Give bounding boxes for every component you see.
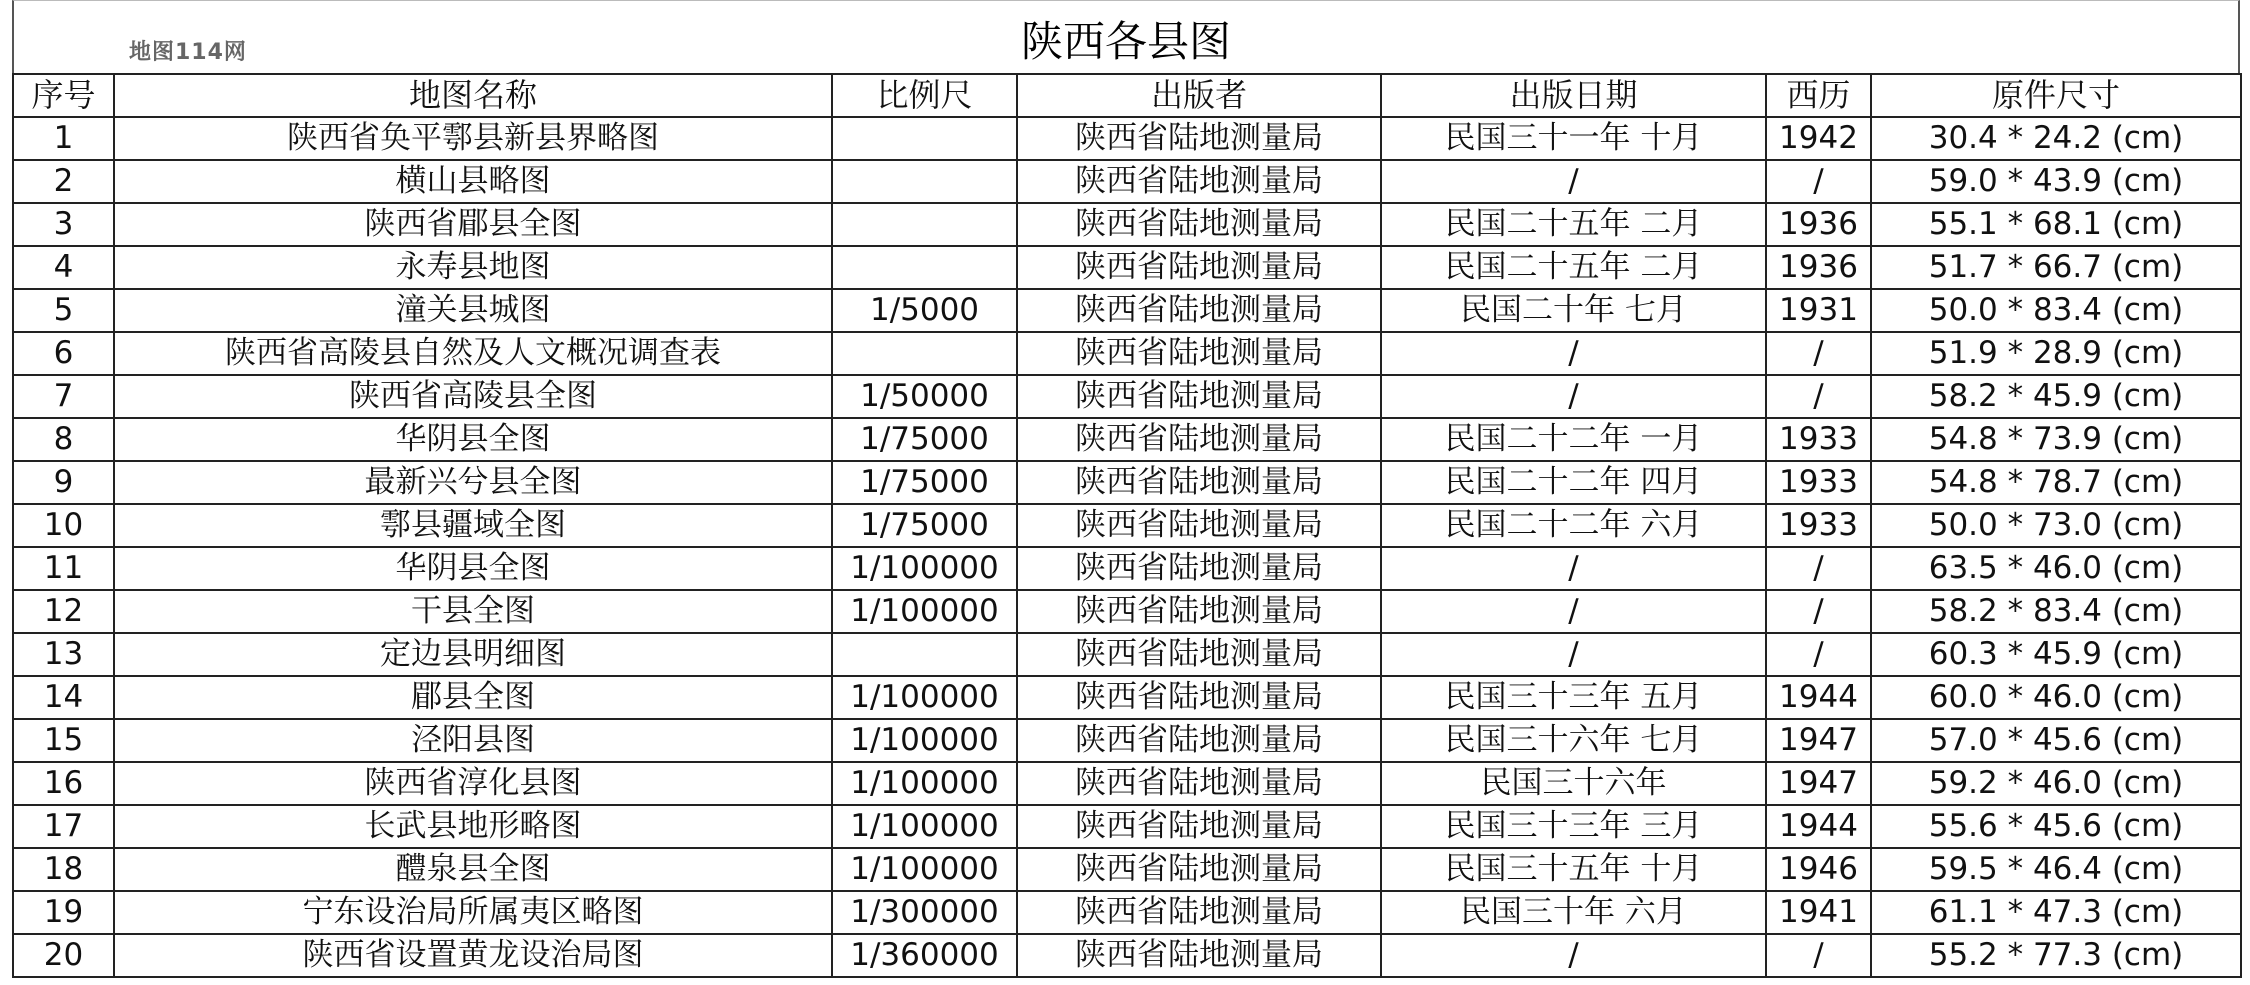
cell-number: 12	[13, 590, 114, 633]
cell-original-size: 54.8 * 73.9 (cm)	[1871, 418, 2241, 461]
cell-publish-date: 民国二十二年 六月	[1381, 504, 1766, 547]
map-catalog-table	[12, 73, 2242, 978]
cell-western-year: /	[1766, 375, 1871, 418]
cell-publisher: 陕西省陆地测量局	[1017, 332, 1381, 375]
cell-original-size: 50.0 * 73.0 (cm)	[1871, 504, 2241, 547]
cell-original-size: 58.2 * 45.9 (cm)	[1871, 375, 2241, 418]
cell-western-year: /	[1766, 332, 1871, 375]
cell-publisher: 陕西省陆地测量局	[1017, 891, 1381, 934]
table-row	[13, 160, 2241, 203]
header-original-size: 原件尺寸	[1871, 74, 2241, 117]
cell-western-year: 1944	[1766, 676, 1871, 719]
table-row	[13, 848, 2241, 891]
cell-original-size: 51.9 * 28.9 (cm)	[1871, 332, 2241, 375]
table-row	[13, 676, 2241, 719]
cell-publish-date: /	[1381, 375, 1766, 418]
cell-publish-date: 民国二十五年 二月	[1381, 246, 1766, 289]
header-western-year: 西历	[1766, 74, 1871, 117]
cell-western-year: 1931	[1766, 289, 1871, 332]
table-row	[13, 805, 2241, 848]
cell-western-year: 1933	[1766, 504, 1871, 547]
cell-publisher: 陕西省陆地测量局	[1017, 805, 1381, 848]
cell-publisher: 陕西省陆地测量局	[1017, 203, 1381, 246]
cell-publish-date: /	[1381, 633, 1766, 676]
cell-original-size: 51.7 * 66.7 (cm)	[1871, 246, 2241, 289]
cell-publisher: 陕西省陆地测量局	[1017, 461, 1381, 504]
cell-map-name: 定边县明细图	[114, 633, 832, 676]
cell-map-name: 华阴县全图	[114, 418, 832, 461]
cell-western-year: 1947	[1766, 719, 1871, 762]
cell-publish-date: 民国三十一年 十月	[1381, 117, 1766, 160]
cell-publisher: 陕西省陆地测量局	[1017, 504, 1381, 547]
table-row	[13, 590, 2241, 633]
cell-scale: 1/100000	[832, 805, 1017, 848]
cell-map-name: 陕西省淳化县图	[114, 762, 832, 805]
cell-scale	[832, 246, 1017, 289]
cell-number: 17	[13, 805, 114, 848]
cell-number: 13	[13, 633, 114, 676]
cell-scale: 1/5000	[832, 289, 1017, 332]
cell-publisher: 陕西省陆地测量局	[1017, 633, 1381, 676]
cell-number: 5	[13, 289, 114, 332]
cell-number: 19	[13, 891, 114, 934]
cell-number: 11	[13, 547, 114, 590]
cell-western-year: /	[1766, 590, 1871, 633]
cell-map-name: 最新兴兮县全图	[114, 461, 832, 504]
cell-scale: 1/75000	[832, 504, 1017, 547]
table-row	[13, 461, 2241, 504]
header-publisher: 出版者	[1017, 74, 1381, 117]
cell-map-name: 泾阳县图	[114, 719, 832, 762]
cell-map-name: 永寿县地图	[114, 246, 832, 289]
cell-map-name: 华阴县全图	[114, 547, 832, 590]
cell-original-size: 58.2 * 83.4 (cm)	[1871, 590, 2241, 633]
cell-original-size: 50.0 * 83.4 (cm)	[1871, 289, 2241, 332]
header-number: 序号	[13, 74, 114, 117]
cell-publisher: 陕西省陆地测量局	[1017, 762, 1381, 805]
cell-scale: 1/75000	[832, 418, 1017, 461]
cell-original-size: 55.1 * 68.1 (cm)	[1871, 203, 2241, 246]
cell-scale: 1/75000	[832, 461, 1017, 504]
cell-map-name: 横山县略图	[114, 160, 832, 203]
table-row	[13, 246, 2241, 289]
cell-publisher: 陕西省陆地测量局	[1017, 848, 1381, 891]
cell-scale: 1/100000	[832, 762, 1017, 805]
cell-original-size: 59.5 * 46.4 (cm)	[1871, 848, 2241, 891]
cell-publish-date: /	[1381, 160, 1766, 203]
cell-scale	[832, 160, 1017, 203]
cell-map-name: 陕西省高陵县自然及人文概况调查表	[114, 332, 832, 375]
cell-western-year: 1946	[1766, 848, 1871, 891]
cell-number: 10	[13, 504, 114, 547]
cell-number: 2	[13, 160, 114, 203]
cell-original-size: 61.1 * 47.3 (cm)	[1871, 891, 2241, 934]
cell-publish-date: 民国三十年 六月	[1381, 891, 1766, 934]
cell-publisher: 陕西省陆地测量局	[1017, 676, 1381, 719]
cell-publisher: 陕西省陆地测量局	[1017, 117, 1381, 160]
cell-number: 8	[13, 418, 114, 461]
cell-publish-date: 民国二十二年 一月	[1381, 418, 1766, 461]
cell-publisher: 陕西省陆地测量局	[1017, 160, 1381, 203]
site-watermark: 地图114网	[129, 40, 247, 65]
cell-map-name: 潼关县城图	[114, 289, 832, 332]
cell-original-size: 59.2 * 46.0 (cm)	[1871, 762, 2241, 805]
cell-publish-date: 民国二十五年 二月	[1381, 203, 1766, 246]
cell-publish-date: 民国三十五年 十月	[1381, 848, 1766, 891]
cell-map-name: 宁东设治局所属夷区略图	[114, 891, 832, 934]
page-title: 陕西各县图	[1020, 17, 1231, 66]
cell-publisher: 陕西省陆地测量局	[1017, 375, 1381, 418]
table-row	[13, 891, 2241, 934]
cell-number: 14	[13, 676, 114, 719]
document-sheet	[12, 0, 2240, 985]
cell-western-year: 1936	[1766, 203, 1871, 246]
cell-scale	[832, 332, 1017, 375]
cell-original-size: 55.6 * 45.6 (cm)	[1871, 805, 2241, 848]
cell-number: 15	[13, 719, 114, 762]
table-row	[13, 375, 2241, 418]
cell-western-year: /	[1766, 547, 1871, 590]
cell-number: 6	[13, 332, 114, 375]
cell-publish-date: /	[1381, 332, 1766, 375]
cell-scale: 1/100000	[832, 719, 1017, 762]
cell-map-name: 郿县全图	[114, 676, 832, 719]
cell-publish-date: 民国三十三年 三月	[1381, 805, 1766, 848]
cell-original-size: 59.0 * 43.9 (cm)	[1871, 160, 2241, 203]
table-row	[13, 762, 2241, 805]
cell-scale: 1/360000	[832, 934, 1017, 977]
table-row	[13, 719, 2241, 762]
cell-publisher: 陕西省陆地测量局	[1017, 547, 1381, 590]
table-row	[13, 633, 2241, 676]
cell-western-year: /	[1766, 934, 1871, 977]
header-scale: 比例尺	[832, 74, 1017, 117]
cell-number: 3	[13, 203, 114, 246]
cell-western-year: 1933	[1766, 418, 1871, 461]
cell-map-name: 陕西省设置黄龙设治局图	[114, 934, 832, 977]
cell-map-name: 醴泉县全图	[114, 848, 832, 891]
cell-number: 18	[13, 848, 114, 891]
table-row	[13, 289, 2241, 332]
cell-publish-date: 民国二十二年 四月	[1381, 461, 1766, 504]
cell-western-year: 1944	[1766, 805, 1871, 848]
cell-publish-date: 民国三十六年 七月	[1381, 719, 1766, 762]
cell-publish-date: /	[1381, 934, 1766, 977]
cell-scale: 1/100000	[832, 676, 1017, 719]
cell-western-year: /	[1766, 633, 1871, 676]
cell-scale	[832, 633, 1017, 676]
cell-number: 9	[13, 461, 114, 504]
title-row	[12, 0, 2240, 73]
cell-publisher: 陕西省陆地测量局	[1017, 289, 1381, 332]
cell-scale: 1/100000	[832, 547, 1017, 590]
cell-original-size: 60.3 * 45.9 (cm)	[1871, 633, 2241, 676]
cell-scale: 1/100000	[832, 590, 1017, 633]
cell-original-size: 63.5 * 46.0 (cm)	[1871, 547, 2241, 590]
cell-publish-date: /	[1381, 590, 1766, 633]
cell-scale	[832, 117, 1017, 160]
cell-number: 20	[13, 934, 114, 977]
cell-map-name: 陕西省郿县全图	[114, 203, 832, 246]
cell-scale	[832, 203, 1017, 246]
cell-map-name: 长武县地形略图	[114, 805, 832, 848]
cell-scale: 1/50000	[832, 375, 1017, 418]
cell-number: 16	[13, 762, 114, 805]
cell-scale: 1/100000	[832, 848, 1017, 891]
cell-publisher: 陕西省陆地测量局	[1017, 418, 1381, 461]
cell-western-year: 1933	[1766, 461, 1871, 504]
cell-original-size: 54.8 * 78.7 (cm)	[1871, 461, 2241, 504]
cell-publish-date: 民国三十六年	[1381, 762, 1766, 805]
cell-western-year: 1942	[1766, 117, 1871, 160]
header-publish-date: 出版日期	[1381, 74, 1766, 117]
header-map-name: 地图名称	[114, 74, 832, 117]
cell-map-name: 陕西省高陵县全图	[114, 375, 832, 418]
cell-original-size: 30.4 * 24.2 (cm)	[1871, 117, 2241, 160]
cell-map-name: 陕西省奂平鄠县新县界略图	[114, 117, 832, 160]
table-row	[13, 418, 2241, 461]
cell-western-year: 1947	[1766, 762, 1871, 805]
cell-original-size: 55.2 * 77.3 (cm)	[1871, 934, 2241, 977]
cell-publish-date: 民国三十三年 五月	[1381, 676, 1766, 719]
table-row	[13, 504, 2241, 547]
table-body	[13, 117, 2241, 977]
cell-western-year: 1936	[1766, 246, 1871, 289]
cell-publisher: 陕西省陆地测量局	[1017, 246, 1381, 289]
cell-original-size: 60.0 * 46.0 (cm)	[1871, 676, 2241, 719]
table-row	[13, 934, 2241, 977]
cell-publisher: 陕西省陆地测量局	[1017, 590, 1381, 633]
table-row	[13, 117, 2241, 160]
table-row	[13, 203, 2241, 246]
cell-map-name: 干县全图	[114, 590, 832, 633]
cell-western-year: 1941	[1766, 891, 1871, 934]
cell-publisher: 陕西省陆地测量局	[1017, 719, 1381, 762]
cell-publish-date: 民国二十年 七月	[1381, 289, 1766, 332]
cell-original-size: 57.0 * 45.6 (cm)	[1871, 719, 2241, 762]
cell-map-name: 鄠县疆域全图	[114, 504, 832, 547]
cell-scale: 1/300000	[832, 891, 1017, 934]
cell-publish-date: /	[1381, 547, 1766, 590]
cell-number: 4	[13, 246, 114, 289]
cell-western-year: /	[1766, 160, 1871, 203]
table-row	[13, 332, 2241, 375]
table-row	[13, 547, 2241, 590]
cell-number: 1	[13, 117, 114, 160]
cell-publisher: 陕西省陆地测量局	[1017, 934, 1381, 977]
table-header-row	[13, 74, 2241, 117]
cell-number: 7	[13, 375, 114, 418]
